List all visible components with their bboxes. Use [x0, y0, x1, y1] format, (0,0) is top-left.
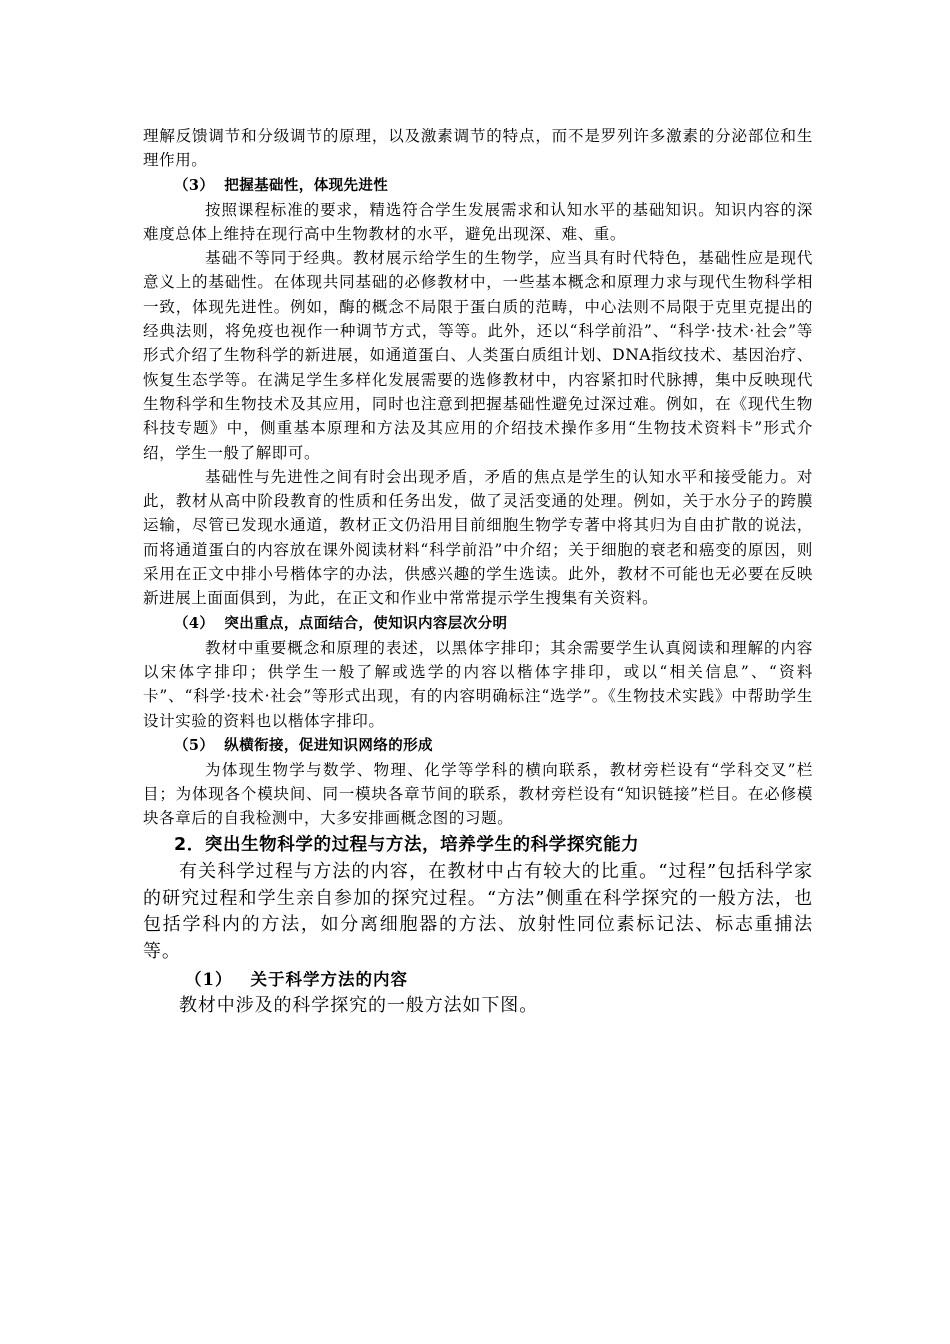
paragraph-typefaces: 教材中重要概念和原理的表述，以黑体字排印；其余需要学生认真阅读和理解的内容以宋体字排印；供学生一般了解或选学的内容以楷体字排印，或以“相关信息”、“资料卡”、“科学·技术·社会”等形式出现，有的内容明确标注“选学”。《生物技术实践》中帮助学生设计实验的资料也以楷体字排印。 [143, 638, 813, 730]
heading-text: 关于科学方法的内容 [250, 969, 408, 989]
heading-science-process-method: 2．突出生物科学的过程与方法，培养学生的科学探究能力 [174, 834, 640, 855]
heading-number: （3） [174, 176, 215, 194]
heading-text: 突出重点，点面结合，使知识内容层次分明 [224, 614, 508, 632]
heading-text: 纵横衔接，促进知识网络的形成 [224, 736, 433, 754]
paragraph-figure-intro: 教材中涉及的科学探究的一般方法如下图。 [179, 994, 539, 1016]
heading-number: （4） [174, 614, 215, 632]
paragraph-sidebar-columns: 为体现生物学与数学、物理、化学等学科的横向联系，教材旁栏设有“学科交叉”栏目；为体现各个模块间、同一模块各章节间的联系，教材旁栏设有“知识链接”栏目。在必修模块各章后的自我检测中，大多安排画概念图的习题。 [143, 760, 813, 828]
paragraph-contradiction: 基础性与先进性之间有时会出现矛盾，矛盾的焦点是学生的认知水平和接受能力。对此，教材从高中阶段教育的性质和任务出发，做了灵活变通的处理。例如，关于水分子的跨膜运输，尽管已发现水通道，教材正文仍沿用目前细胞生物学专著中将其归为自由扩散的说法，而将通道蛋白的内容放在课外阅读材料“科学前沿”中介绍；关于细胞的衰老和癌变的原因，则采用在正文中排小号楷体字的办法，供感兴趣的学生选读。此外，教材不可能也无必要在反映新进展上面面俱到，为此，在正文和作业中常常提示学生搜集有关资料。 [143, 467, 813, 608]
document-page [143, 124, 813, 1020]
paragraph-process-method: 有关科学过程与方法的内容，在教材中占有较大的比重。“过程”包括科学家的研究过程和学生亲自参加的探究过程。“方法”侧重在科学探究的一般方法，也包括学科内的方法，如分离细胞器的方法、放射性同位素标记法、标志重捕法等。 [143, 860, 813, 963]
paragraph-curriculum-standard: 按照课程标准的要求，精选符合学生发展需求和认知水平的基础知识。知识内容的深难度总体上维持在现行高中生物教材的水平，避免出现深、难、重。 [143, 200, 813, 243]
heading-basic-and-advanced [174, 173, 813, 198]
heading-knowledge-network [174, 733, 813, 758]
heading-text: 把握基础性，体现先进性 [224, 176, 389, 194]
paragraph-basic-not-classic: 基础不等同于经典。教材展示给学生的生物学，应当具有时代特色，基础性应是现代意义上的基础性。在体现共同基础的必修教材中，一些基本概念和原理力求与现代生物科学相一致，体现先进性。例如，酶的概念不局限于蛋白质的范畴，中心法则不局限于克里克提出的经典法则，将免疫也视作一种调节方式，等等。此外，还以“科学前沿”、“科学·技术·社会”等形式介绍了生物科学的新进展，如通道蛋白、人类蛋白质组计划、DNA指纹技术、基因治疗、恢复生态学等。在满足学生多样化发展需要的选修教材中，内容紧扣时代脉搏，集中反映现代生物科学和生物技术及其应用，同时也注意到把握基础性避免过深过难。例如，在《现代生物科技专题》中，侧重基本原理和方法及其应用的介绍技术操作多用“生物技术资料卡”形式介绍，学生一般了解即可。 [143, 249, 813, 462]
heading-number: （1） [185, 969, 233, 989]
heading-key-points [174, 611, 813, 636]
heading-scientific-method [185, 966, 813, 993]
heading-number: （5） [174, 736, 215, 754]
paragraph-feedback-regulation: 理解反馈调节和分级调节的原理，以及激素调节的特点，而不是罗列许多激素的分泌部位和生理作用。 [143, 127, 813, 170]
